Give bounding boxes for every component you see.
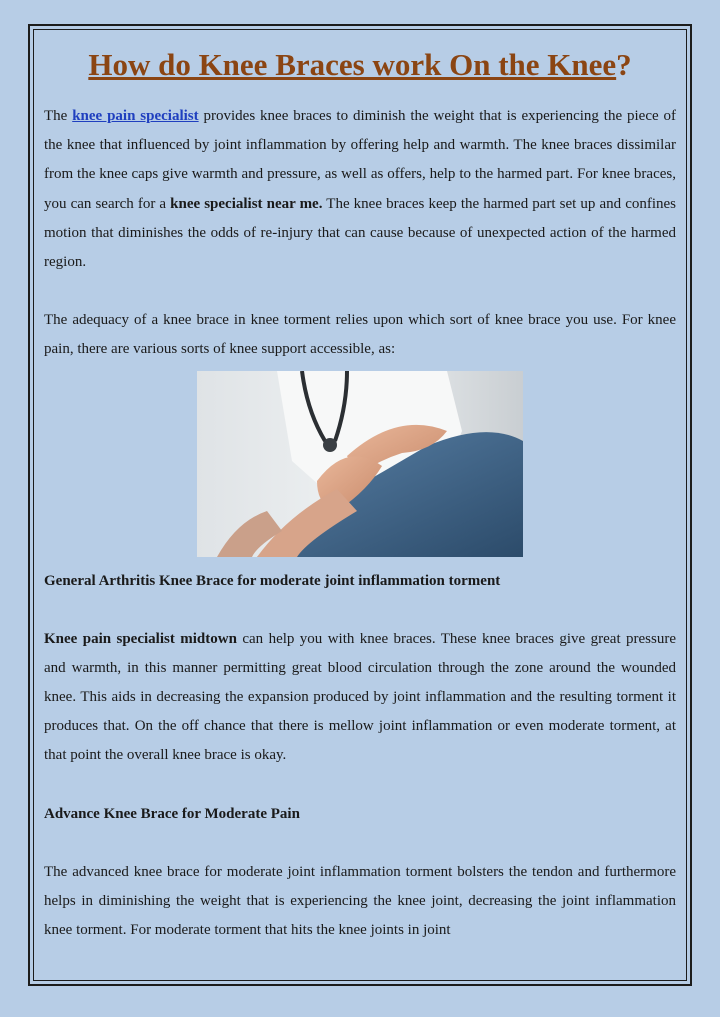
page-title — [44, 44, 676, 86]
article — [44, 44, 676, 945]
intro-lead: The — [44, 108, 68, 124]
doctor-examining-knee-photo — [197, 371, 523, 557]
spacer — [44, 771, 676, 800]
spacer — [44, 277, 676, 306]
heading-general-arthritis-brace: General Arthritis Knee Brace for moderate joint inflammation torment — [44, 572, 501, 589]
intro-text: provides knee braces to diminish the weight that is experiencing the piece of the knee that influenced by joint inflammation by offering help and warmth. The knee braces dissimilar from the knee caps give warmth and pressure, as well as offers, help to the harmed part. For knee braces, you can search for a — [44, 108, 677, 212]
paragraph-advanced-brace: The advanced knee brace for moderate joint inflammation torment bolsters the tendon and furthermore helps in diminishing the weight that is experiencing the knee joint, decreasing the joint inflammation knee torment. For moderate torment that hits the knee joints in joint — [44, 863, 676, 939]
paragraph-intro — [44, 102, 676, 277]
heading-advance-knee-brace: Advance Knee Brace for Moderate Pain — [44, 805, 300, 822]
paragraph-midtown — [44, 625, 676, 771]
midtown-text: can help you with knee braces. These knee braces give great pressure and warmth, in this manner permitting great blood circulation through the zone around the wounded knee. This aids in decreasing the expansion produced by joint inflammation and the resulting torment it produces that. On the off chance that there is mellow joint inflammation or even moderate torment, at that point the overall knee brace is okay. — [44, 630, 676, 764]
intro-bold-keyword: knee specialist near me. — [170, 195, 323, 212]
spacer — [44, 829, 676, 858]
spacer — [44, 557, 676, 567]
intro-text-end: The knee braces keep the harmed part set up and confines motion that diminishes the odds of re-injury that can cause because of unexpected action of the harmed region. — [44, 195, 677, 271]
title-text: How do Knee Braces work On the Knee — [88, 47, 617, 82]
title-question-mark: ? — [616, 47, 632, 82]
paragraph-adequacy: The adequacy of a knee brace in knee torment relies upon which sort of knee brace you use. For knee pain, there are various sorts of knee support accessible, as: — [44, 312, 676, 358]
spacer — [44, 596, 676, 625]
midtown-bold-keyword: Knee pain specialist midtown — [44, 630, 237, 647]
knee-pain-specialist-link[interactable]: knee pain specialist — [72, 108, 199, 124]
